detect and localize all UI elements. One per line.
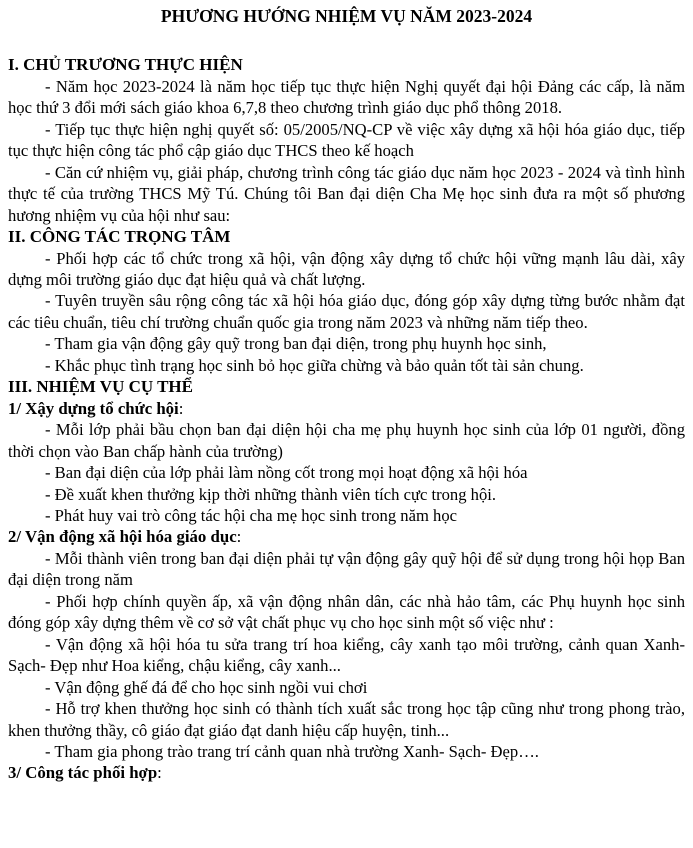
- paragraph: - Khắc phục tình trạng học sinh bỏ học giữa chừng và bảo quản tốt tài sản chung.: [45, 355, 584, 375]
- subheading-colon: :: [157, 763, 162, 783]
- subheading-colon: :: [236, 527, 242, 547]
- paragraph: - Tuyên truyền sâu rộng công tác xã hội hóa giáo dục, đóng góp xây dựng từng bước nhằm đạt các tiêu chuẩn, tiêu chí trường chuẩn quốc gia trong năm 2023 và những năm tiếp theo.: [8, 291, 685, 332]
- paragraph: - Tham gia vận động gây quỹ trong ban đại diện, trong phụ huynh học sinh,: [45, 334, 547, 354]
- subheading-text: 2/ Vận động xã hội hóa giáo dục: [8, 527, 237, 547]
- subheading-3: [8, 762, 685, 783]
- paragraph: - Hỗ trợ khen thưởng học sinh có thành tích xuất sắc trong học tập cũng như trong phong trào, khen thưởng thầy, cô giáo đạt giáo đạt danh hiệu cấp huyện, tinh...: [8, 699, 685, 740]
- paragraph: - Năm học 2023-2024 là năm học tiếp tục thực hiện Nghị quyết đại hội Đảng các cấp, là năm học thứ 3 đổi mới sách giáo khoa 6,7,8 theo chương trình giáo dục phổ thông 2018.: [8, 76, 685, 118]
- paragraph: - Tham gia phong trào trang trí cảnh quan nhà trường Xanh- Sạch- Đẹp….: [45, 741, 539, 761]
- document-title: PHƯƠNG HƯỚNG NHIỆM VỤ NĂM 2023-2024: [160, 6, 533, 26]
- paragraph: - Tiếp tục thực hiện nghị quyết số: 05/2005/NQ-CP về việc xây dựng xã hội hóa giáo dục, tiếp tục thực hiện công tác phổ cập giáo dục THCS theo kế hoạch: [8, 119, 685, 161]
- subheading-text: 3/ Công tác phối hợp: [8, 763, 158, 783]
- subheading-colon: :: [178, 398, 184, 418]
- paragraph: - Đề xuất khen thưởng kịp thời những thành viên tích cực trong hội.: [45, 484, 496, 504]
- paragraph: - Phát huy vai trò công tác hội cha mẹ học sinh trong năm học: [45, 505, 457, 525]
- section-heading-1: I. CHỦ TRƯƠNG THỰC HIỆN: [8, 55, 243, 75]
- paragraph: - Căn cứ nhiệm vụ, giải pháp, chương trình công tác giáo dục năm học 2023 - 2024 và tình hình thực tế của trường THCS Mỹ Tú. Chúng tôi Ban đại diện Cha Mẹ học sinh đưa ra một số phương hương nhiệm vụ của hội như sau:: [8, 162, 685, 225]
- paragraph: - Ban đại diện của lớp phải làm nồng cốt trong mọi hoạt động xã hội hóa: [45, 463, 528, 483]
- paragraph: - Vận động xã hội hóa tu sửa trang trí hoa kiểng, cây xanh tạo môi trường, cảnh quan Xanh- Sạch- Đẹp như Hoa kiểng, chậu kiểng, cây xanh...: [8, 634, 685, 676]
- section-heading-2: II. CÔNG TÁC TRỌNG TÂM: [8, 227, 231, 247]
- subheading-text: 1/ Xậy dựng tổ chức hội: [8, 398, 179, 418]
- subheading-1: [8, 398, 685, 419]
- paragraph: - Vận động ghế đá để cho học sinh ngồi vui chơi: [45, 677, 368, 697]
- paragraph: - Phối hợp chính quyền ấp, xã vận động nhân dân, các nhà hảo tâm, các Phụ huynh học sinh đóng góp xây dựng thêm về cơ sở vật chất phục vụ cho học sinh một số việc như :: [8, 591, 685, 633]
- subheading-2: [8, 526, 685, 547]
- paragraph: - Mỗi lớp phải bầu chọn ban đại diện hội cha mẹ phụ huynh học sinh của lớp 01 người, đồng thời chọn vào Ban chấp hành của trường): [8, 420, 685, 461]
- section-heading-3: III. NHIỆM VỤ CỤ THỂ: [8, 377, 193, 397]
- paragraph: - Mỗi thành viên trong ban đại diện phải tự vận động gây quỹ hội để sử dụng trong hội họp Ban đại diện trong năm: [8, 548, 685, 590]
- paragraph: - Phối hợp các tổ chức trong xã hội, vận động xây dựng tổ chức hội vững mạnh lâu dài, xây dựng môi trường giáo dục đạt hiệu quả và chất lượng.: [8, 248, 685, 289]
- title-spacer: [8, 27, 685, 54]
